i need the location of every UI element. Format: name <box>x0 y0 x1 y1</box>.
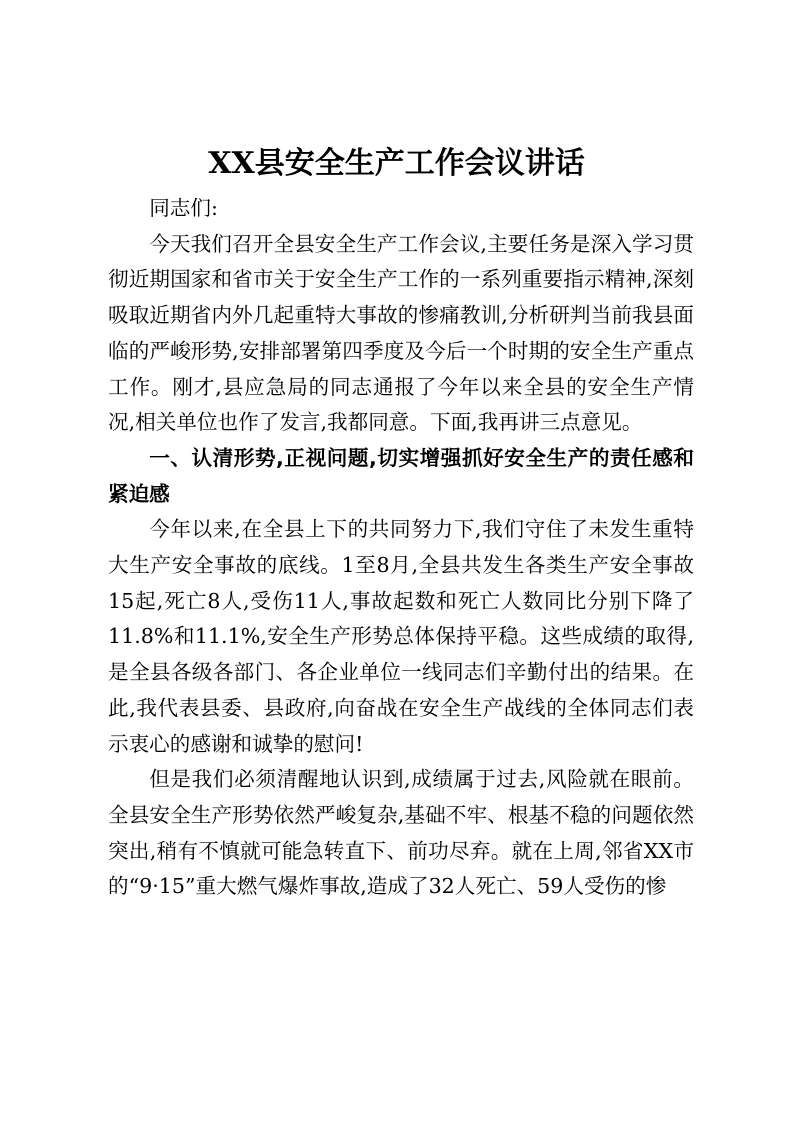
paragraph-risks: 但是我们必须清醒地认识到,成绩属于过去,风险就在眼前。全县安全生产形势依然严峻复杂,基础不牢、根基不稳的问题依然突出,稍有不慎就可能急转直下、前功尽弃。就在上周,邻省XX市的“9·15”重大燃气爆炸事故,造成了32人死亡、59人受伤的惨 <box>108 767 694 899</box>
document-body <box>108 191 694 905</box>
paragraph-intro: 今天我们召开全县安全生产工作会议,主要任务是深入学习贯彻近期国家和省市关于安全生产工作的一系列重要指示精神,深刻吸取近期省内外几起重特大事故的惨痛教训,分析研判当前我县面临的严峻形势,安排部署第四季度及今后一个时期的安全生产重点工作。刚才,县应急局的同志通报了今年以来全县的安全生产情况,相关单位也作了发言,我都同意。下面,我再讲三点意见。 <box>108 231 694 435</box>
salutation: 同志们: <box>149 196 218 220</box>
document-title: XX县安全生产工作会议讲话 <box>208 146 585 181</box>
section-heading-1: 一、认清形势,正视问题,切实增强抓好安全生产的责任感和紧迫感 <box>108 445 694 506</box>
paragraph-achievements: 今年以来,在全县上下的共同努力下,我们守住了未发生重特大生产安全事故的底线。1至8月,全县共发生各类生产安全事故15起,死亡8人,受伤11人,事故起数和死亡人数同比分别下降了11.8%和11.1%,安全生产形势总体保持平稳。这些成绩的取得,是全县各级各部门、各企业单位一线同志们辛勤付出的结果。在此,我代表县委、县政府,向奋战在安全生产战线的全体同志们表示衷心的感谢和诚挚的慰问! <box>108 517 694 756</box>
